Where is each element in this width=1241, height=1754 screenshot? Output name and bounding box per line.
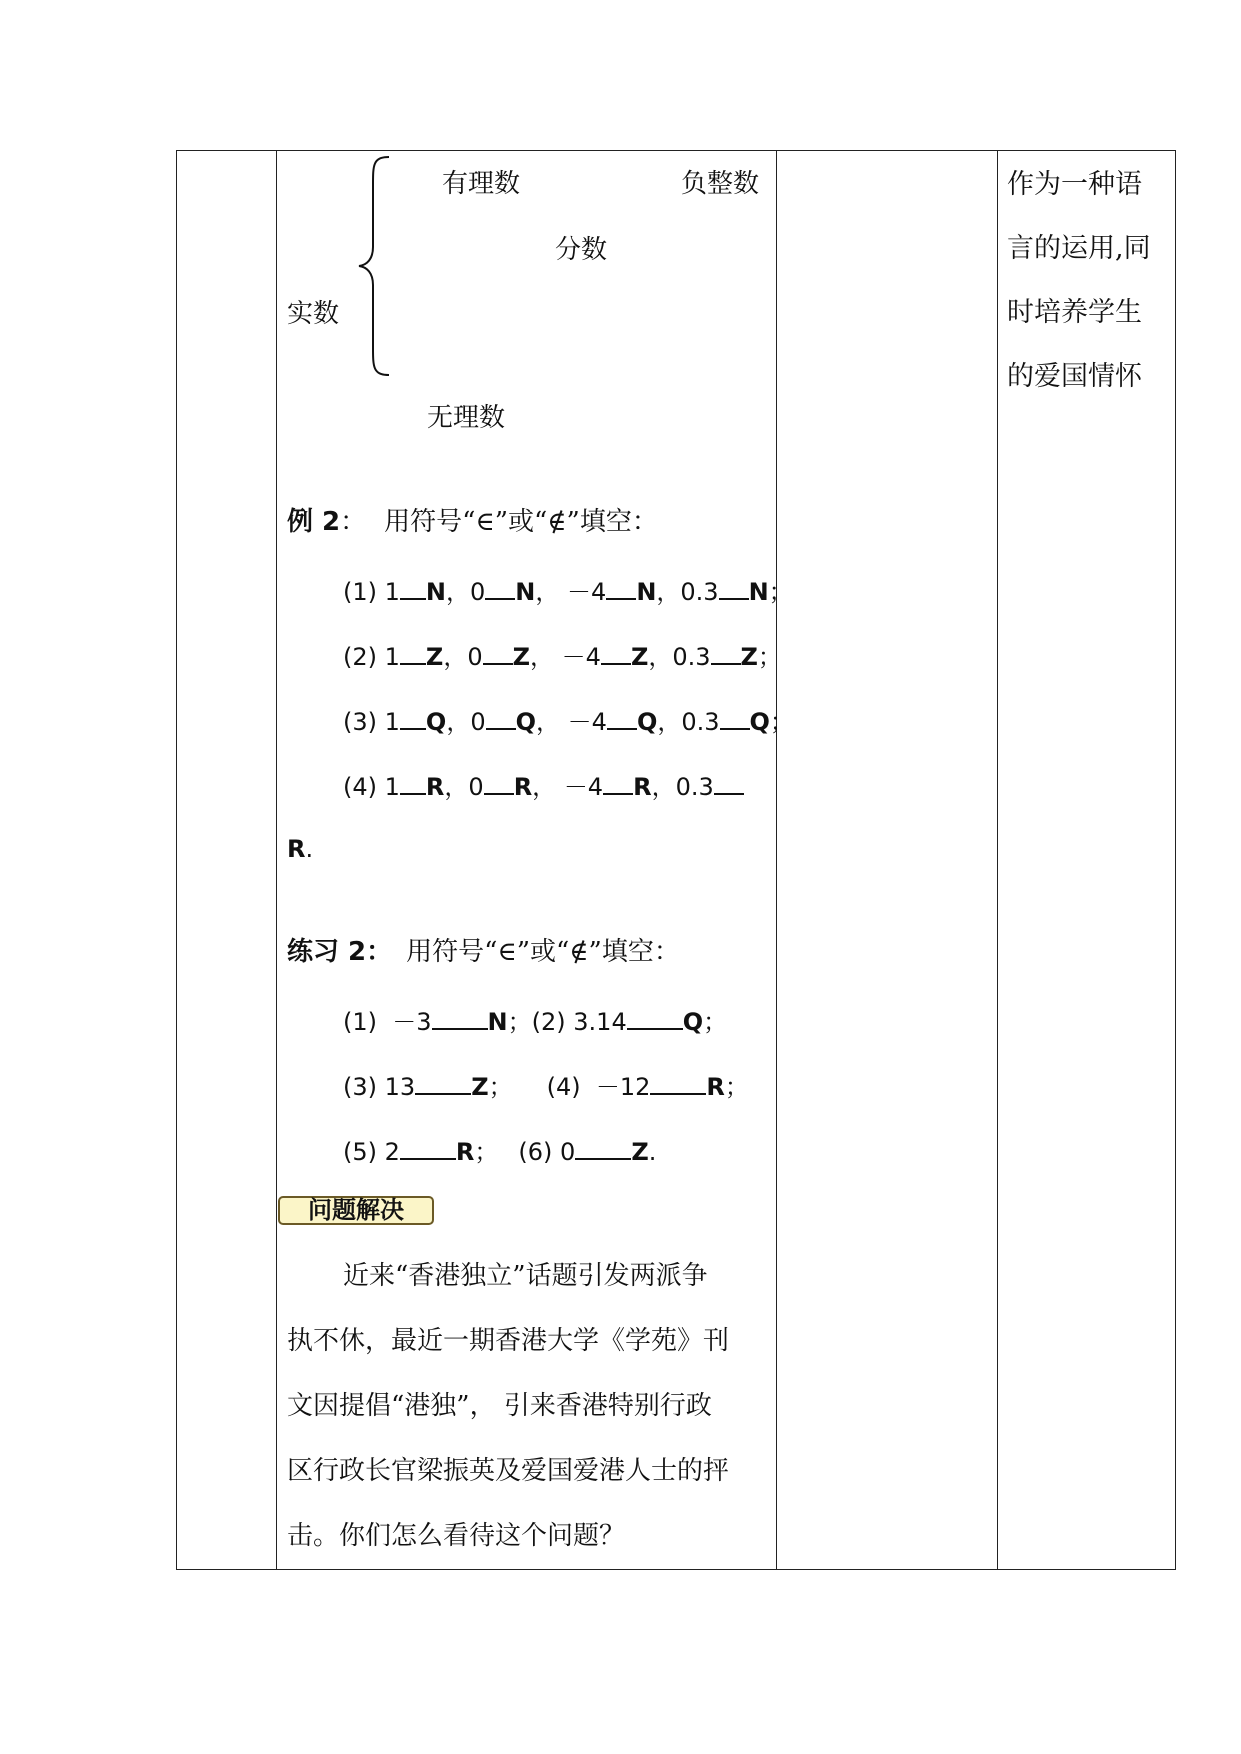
example-2-label: 例 2 [287, 507, 341, 537]
exercise-2-line-3: (5) 2 R； (6) 0 Z. [343, 1138, 657, 1166]
rational-number-label: 有理数 [442, 169, 521, 199]
example-2-colon: ： [340, 507, 367, 537]
problem-solving-label: 问题解决 [278, 1196, 434, 1225]
side-note-line-4: 的爱国情怀 [1007, 361, 1142, 392]
fraction-label: 分数 [555, 235, 608, 265]
problem-line-3: 文因提倡“港独”， 引来香港特别行政 [287, 1391, 712, 1421]
side-note-line-3: 时培养学生 [1007, 297, 1142, 328]
column-divider-3 [997, 151, 998, 1569]
problem-line-4: 区行政长官梁振英及爱国爱港人士的抨 [287, 1456, 730, 1486]
negative-integer-label: 负整数 [681, 169, 760, 199]
problem-line-1: 近来“香港独立”话题引发两派争 [343, 1261, 708, 1291]
exercise-2-label: 练习 2： [287, 937, 393, 967]
example-2-row-1: (1) 1 N，0 N， －4 N，0.3 N； [343, 578, 793, 606]
problem-line-2: 执不休，最近一期香港大学《学苑》刊 [287, 1326, 730, 1356]
irrational-number-label: 无理数 [427, 403, 506, 433]
lesson-plan-table [176, 150, 1176, 1570]
exercise-2-instruction: 用符号“∈”或“∉”填空： [406, 937, 680, 967]
example-2-instruction: 用符号“∈”或“∉”填空： [384, 507, 658, 537]
exercise-2-heading [287, 939, 680, 965]
exercise-2-line-2: (3) 13 Z； (4) －12 R； [343, 1073, 749, 1101]
example-2-row-3: (3) 1 Q，0 Q， －4 Q，0.3 Q； [343, 708, 794, 736]
exercise-2-line-1: (1) －3 N；(2) 3.14 Q； [343, 1008, 728, 1036]
side-note-line-1: 作为一种语 [1007, 169, 1142, 200]
column-divider-2 [776, 151, 777, 1569]
side-note-line-2: 言的运用,同 [1007, 233, 1151, 264]
column-divider-1 [276, 151, 277, 1569]
example-2-heading [287, 509, 658, 535]
example-2-row-2: (2) 1 Z，0 Z， －4 Z，0.3 Z； [343, 643, 782, 671]
example-2-row-4-wrap: R. [287, 835, 314, 863]
classification-brace [357, 155, 397, 377]
problem-line-5: 击。你们怎么看待这个问题？ [287, 1521, 626, 1551]
real-number-label: 实数 [287, 299, 340, 329]
example-2-row-4: (4) 1 R，0 R， －4 R，0.3 [343, 771, 744, 799]
